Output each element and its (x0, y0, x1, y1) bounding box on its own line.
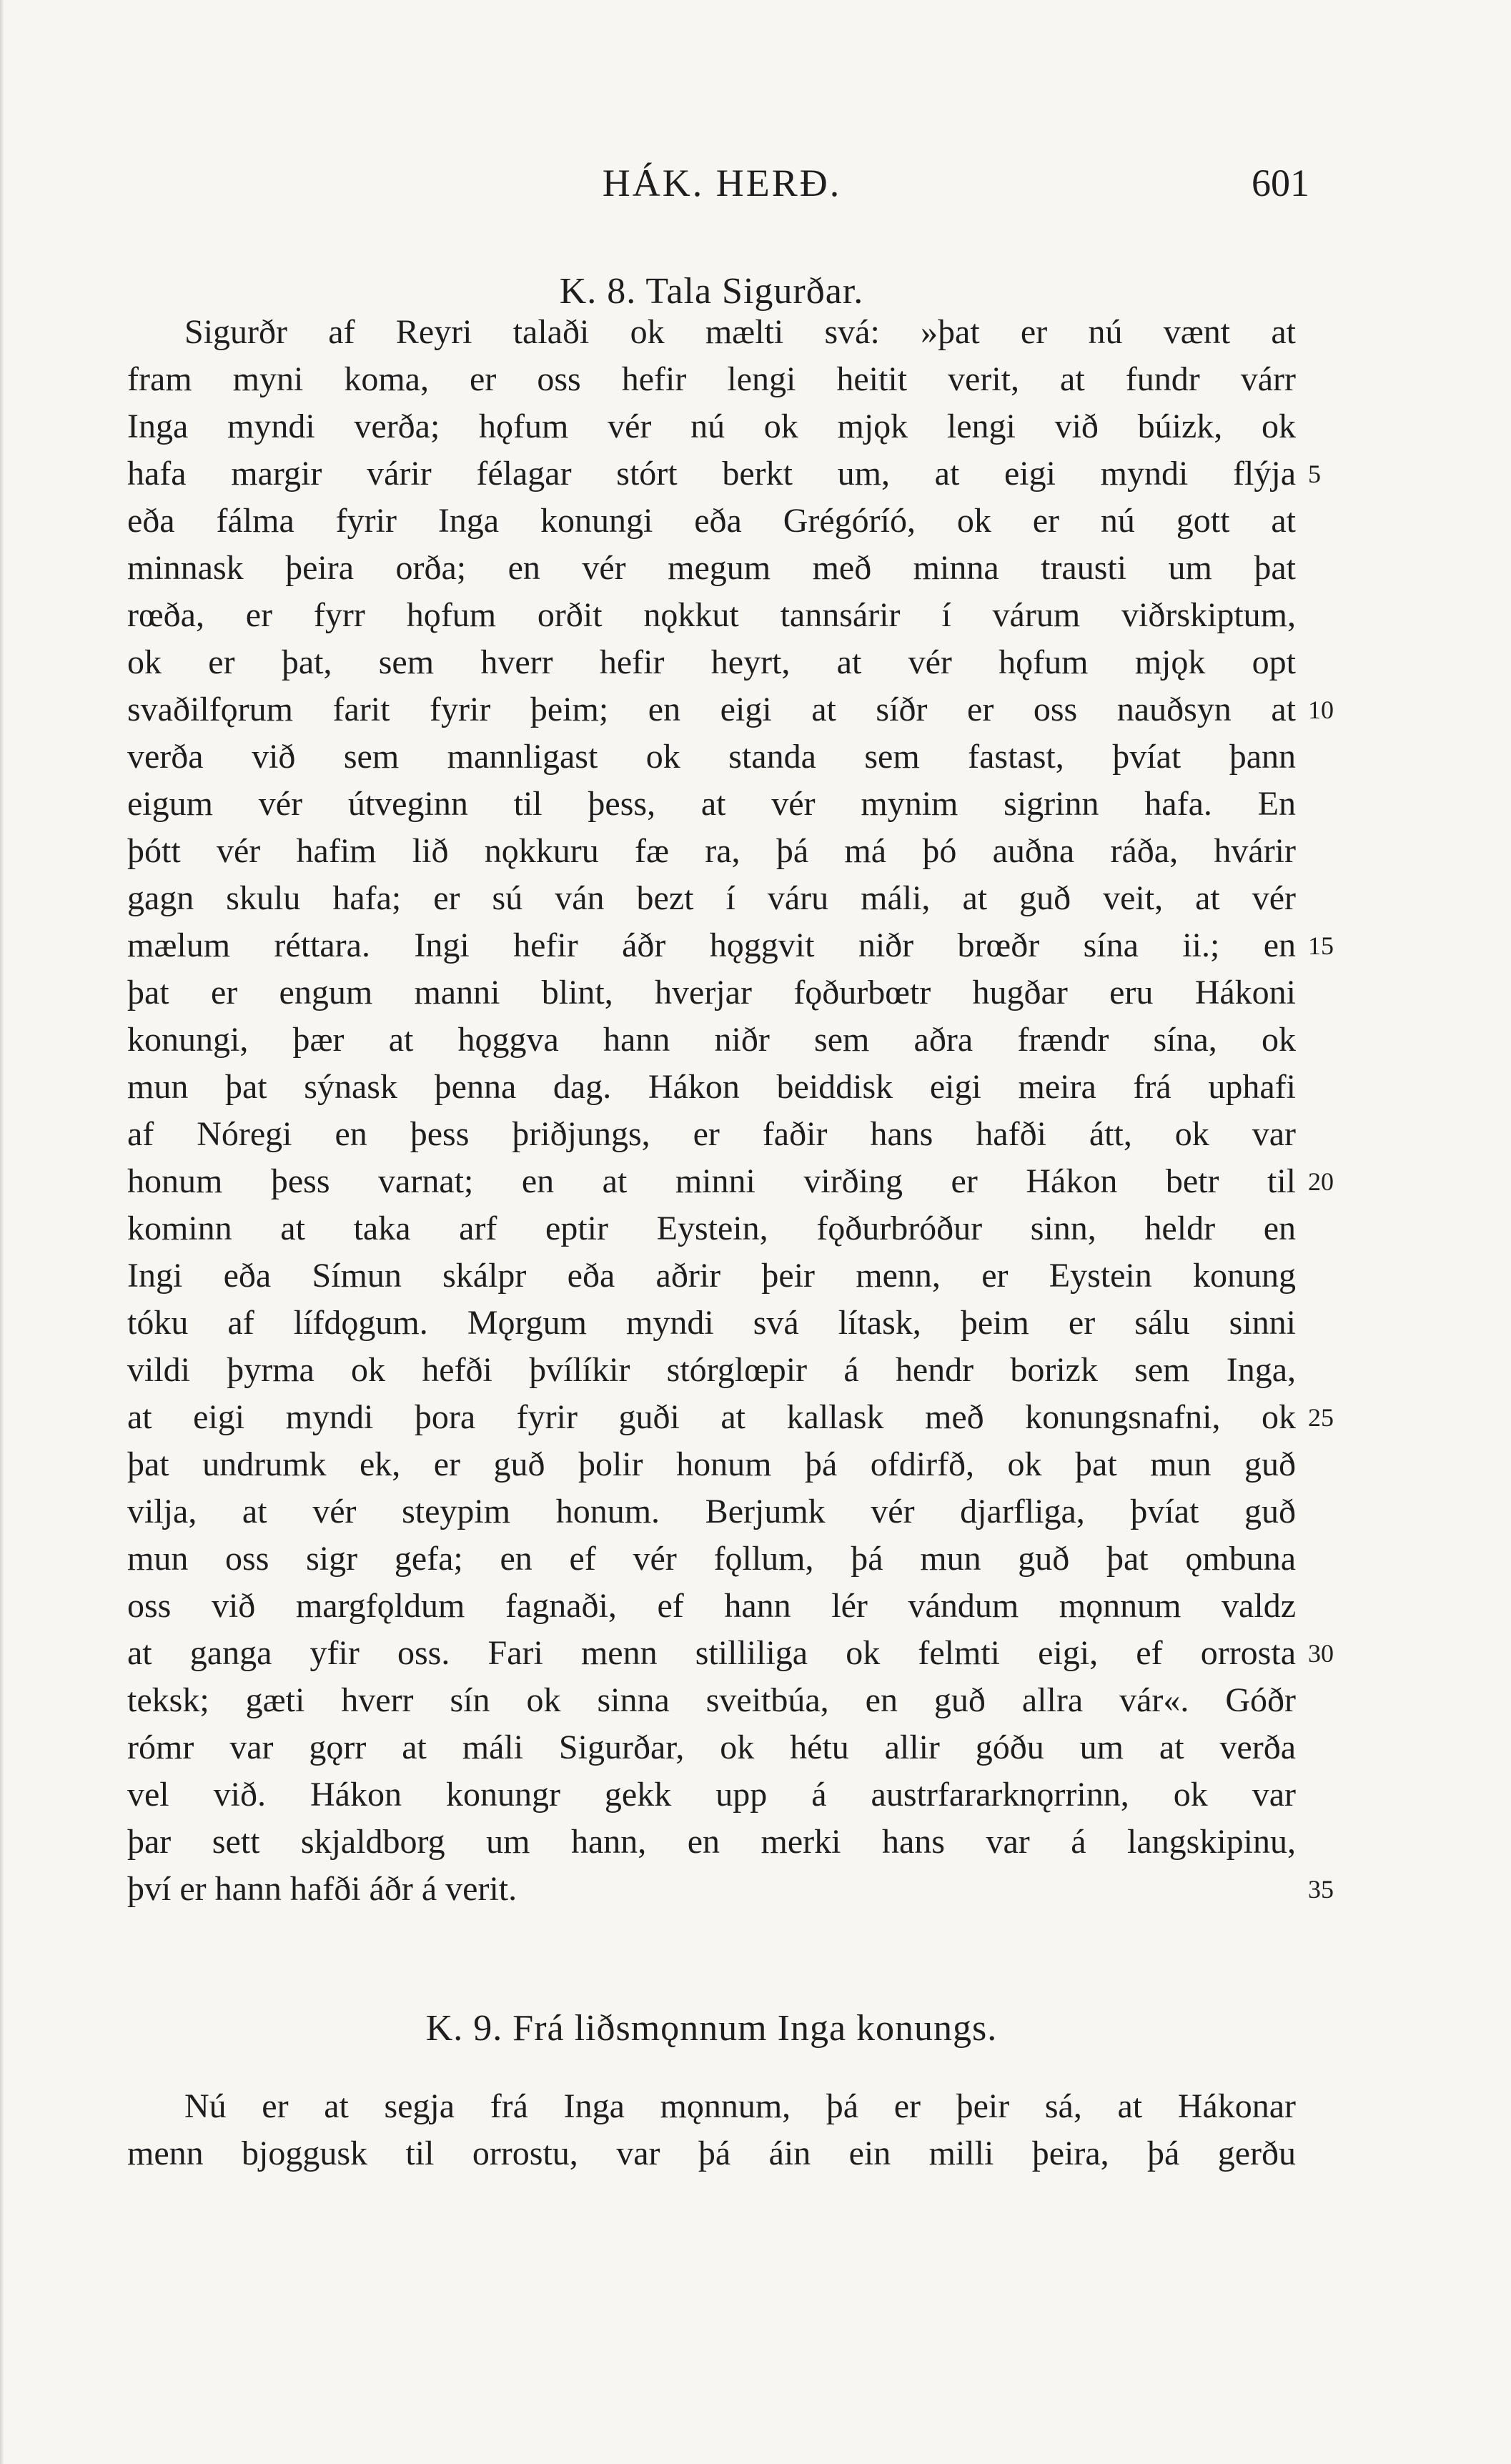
text-line: mun oss sigr gefa; en ef vér fǫllum, þá mun guð þat ǫmbuna (127, 1540, 1296, 1578)
text-line: því er hann hafði áðr á verit. (127, 1870, 517, 1908)
line-number: 10 (1308, 696, 1334, 724)
text-line: rœða, er fyrr hǫfum orðit nǫkkut tannsárir í várum viðrskiptum, (127, 596, 1296, 634)
chapter-heading: K. 9. Frá liðsmǫnnum Inga konungs. (425, 2008, 998, 2049)
text-line: oss við margfǫldum fagnaði, ef hann lér vándum mǫnnum valdz (127, 1587, 1296, 1625)
text-line: at ganga yfir oss. Fari menn stilliliga ok felmti eigi, ef orrosta (127, 1634, 1296, 1672)
text-line: eigum vér útveginn til þess, at vér mynim sigrinn hafa. En (127, 785, 1296, 823)
line-number: 20 (1308, 1167, 1334, 1196)
text-line: Sigurðr af Reyri talaði ok mælti svá: »þat er nú vænt at (184, 313, 1296, 351)
text-line: eða fálma fyrir Inga konungi eða Grégóríó, ok er nú gott at (127, 502, 1296, 540)
text-line: fram myni koma, er oss hefir lengi heitit verit, at fundr várr (127, 360, 1296, 398)
text-line: verða við sem mannligast ok standa sem fastast, þvíat þann (127, 738, 1296, 776)
text-line: honum þess varnat; en at minni virðing er Hákon betr til (127, 1162, 1296, 1200)
line-number: 15 (1308, 931, 1334, 960)
text-line: þótt vér hafim lið nǫkkuru fæ ra, þá má þó auðna ráða, hvárir (127, 832, 1296, 870)
text-line: vilja, at vér steypim honum. Berjumk vér djarfliga, þvíat guð (127, 1493, 1296, 1530)
text-line: konungi, þær at hǫggva hann niðr sem aðra frændr sína, ok (127, 1021, 1296, 1059)
text-line: þar sett skjaldborg um hann, en merki hans var á langskipinu, (127, 1823, 1296, 1861)
page-number: 601 (1252, 162, 1309, 204)
text-line: mun þat sýnask þenna dag. Hákon beiddisk eigi meira frá uphafi (127, 1068, 1296, 1106)
text-line: þat undrumk ek, er guð þolir honum þá ofdirfð, ok þat mun guð (127, 1445, 1296, 1483)
text-line: gagn skulu hafa; er sú ván bezt í váru máli, at guð veit, at vér (127, 879, 1296, 917)
text-line: rómr var gǫrr at máli Sigurðar, ok hétu allir góðu um at verða (127, 1728, 1296, 1766)
line-number: 5 (1308, 460, 1321, 488)
text-line: vildi þyrma ok hefði þvílíkir stórglœpir á hendr borizk sem Inga, (127, 1351, 1296, 1389)
text-line: minnask þeira orða; en vér megum með minna trausti um þat (127, 549, 1296, 587)
page-header (0, 161, 1511, 218)
text-line: hafa margir várir félagar stórt berkt um, at eigi myndi flýja (127, 455, 1296, 493)
text-line: at eigi myndi þora fyrir guði at kallask með konungsnafni, ok (127, 1398, 1296, 1436)
line-number: 30 (1308, 1639, 1334, 1668)
text-line: teksk; gæti hverr sín ok sinna sveitbúa, en guð allra vár«. Góðr (127, 1681, 1296, 1719)
text-line: vel við. Hákon konungr gekk upp á austrfararknǫrrinn, ok var (127, 1776, 1296, 1814)
text-line: af Nóregi en þess þriðjungs, er faðir hans hafði átt, ok var (127, 1115, 1296, 1153)
text-line: Ingi eða Símun skálpr eða aðrir þeir menn, er Eystein konung (127, 1257, 1296, 1295)
chapter-heading: K. 8. Tala Sigurðar. (559, 271, 864, 312)
text-line: menn bjoggusk til orrostu, var þá áin ein milli þeira, þá gerðu (127, 2134, 1296, 2172)
text-line: ok er þat, sem hverr hefir heyrt, at vér hǫfum mjǫk opt (127, 643, 1296, 681)
text-line: mælum réttara. Ingi hefir áðr hǫggvit niðr brœðr sína ii.; en (127, 926, 1296, 964)
running-head: HÁK. HERÐ. (602, 162, 842, 204)
text-line: Nú er at segja frá Inga mǫnnum, þá er þeir sá, at Hákonar (184, 2087, 1296, 2125)
line-number: 25 (1308, 1403, 1334, 1432)
text-line: Inga myndi verða; hǫfum vér nú ok mjǫk lengi við búizk, ok (127, 407, 1296, 445)
line-number: 35 (1308, 1875, 1334, 1904)
text-line: þat er engum manni blint, hverjar fǫðurbœtr hugðar eru Hákoni (127, 974, 1296, 1011)
text-line: kominn at taka arf eptir Eystein, fǫðurbróður sinn, heldr en (127, 1209, 1296, 1247)
page-edge (0, 0, 4, 2464)
text-line: tóku af lífdǫgum. Mǫrgum myndi svá lítask, þeim er sálu sinni (127, 1304, 1296, 1342)
text-line: svaðilfǫrum farit fyrir þeim; en eigi at síðr er oss nauðsyn at (127, 691, 1296, 728)
